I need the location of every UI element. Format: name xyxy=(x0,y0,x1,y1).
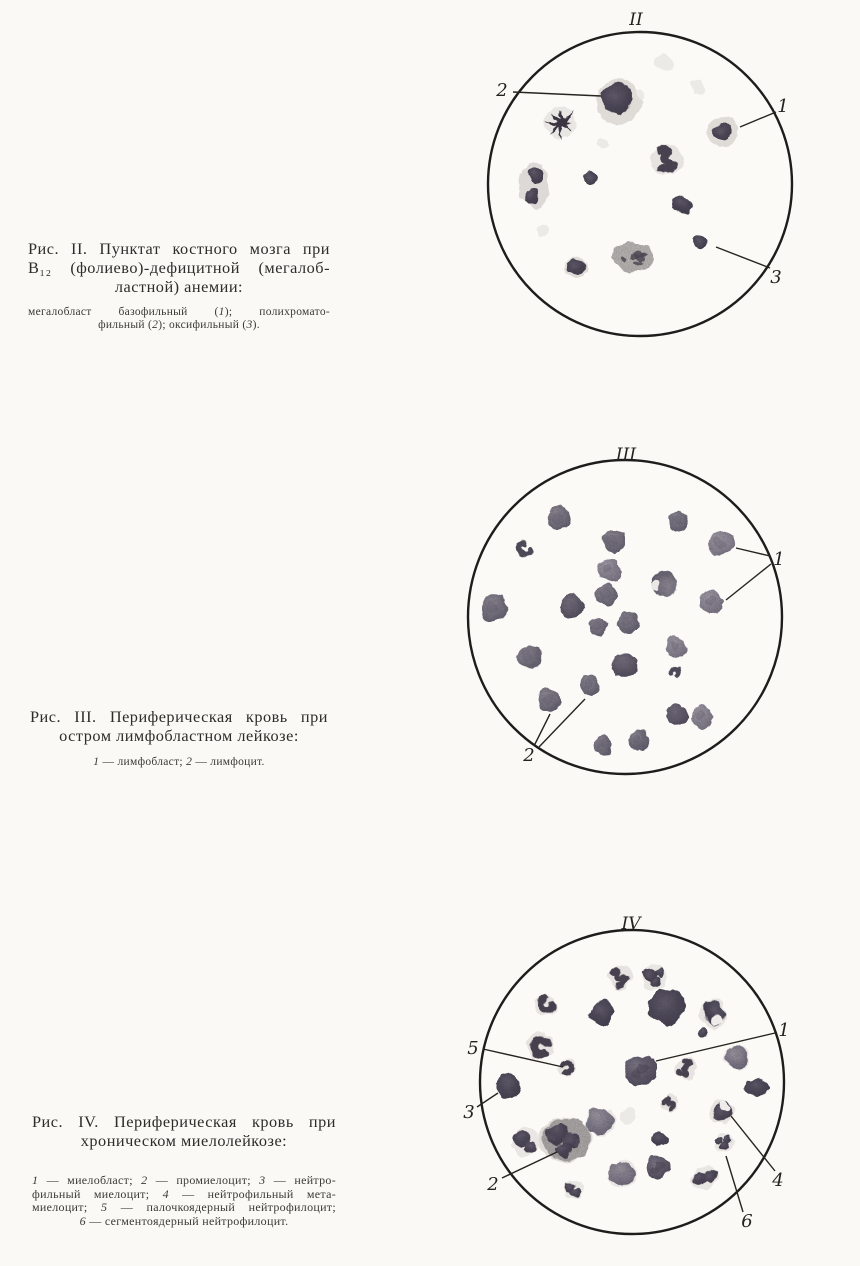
plate-numeral: IV xyxy=(621,914,641,934)
caption-title: Рис. II. Пунктат костного мозга при В₁₂ (фолиево)-дефицитной (мегалоб- ластной) анемии: xyxy=(28,239,330,296)
pointer-label: 2 xyxy=(487,1174,499,1195)
caption-notes: 1 — миелобласт; 2 — промиелоцит; 3 — нейтро- фильный миелоцит; 4 — нейтрофильный мета- миелоцит; 5 — палочкоядерный нейтрофилоцит; 6 — сегментоядерный нейтрофилоцит. xyxy=(32,1173,337,1228)
figure-III xyxy=(468,445,785,774)
caption-title: Рис. III. Периферическая кровь при остром лимфобластном лейкозе: xyxy=(30,707,328,745)
pointer-label: 1 xyxy=(778,1020,790,1041)
pointer-label: 3 xyxy=(770,267,782,288)
figure-caption-III xyxy=(30,707,328,769)
pointer-label: 2 xyxy=(496,80,508,101)
caption-notes: мегалобласт базофильный (1); полихромато- фильный (2); оксифильный (3). xyxy=(28,306,330,331)
figure-caption-IV xyxy=(32,1112,336,1228)
pointer-label: 2 xyxy=(523,745,535,766)
pointer-label: 1 xyxy=(777,96,789,117)
pointer-label: 4 xyxy=(772,1170,784,1191)
caption-title: Рис. IV. Периферическая кровь при хроническом миелолейкозе: xyxy=(32,1112,336,1150)
cell-myelo xyxy=(624,1055,655,1085)
figure-IV xyxy=(463,914,789,1234)
plate-numeral: II xyxy=(629,10,643,30)
pointer-label: 5 xyxy=(467,1038,479,1059)
caption-notes: 1 — лимфобласт; 2 — лимфоцит. xyxy=(93,756,265,768)
pointer-label: 3 xyxy=(463,1102,475,1123)
pointer-label: 6 xyxy=(741,1211,753,1232)
figure-caption-II xyxy=(28,239,330,332)
pointer-label: 1 xyxy=(773,549,785,570)
cell-mottle xyxy=(613,243,654,272)
figure-II xyxy=(488,10,792,336)
plate-numeral: III xyxy=(615,445,637,465)
